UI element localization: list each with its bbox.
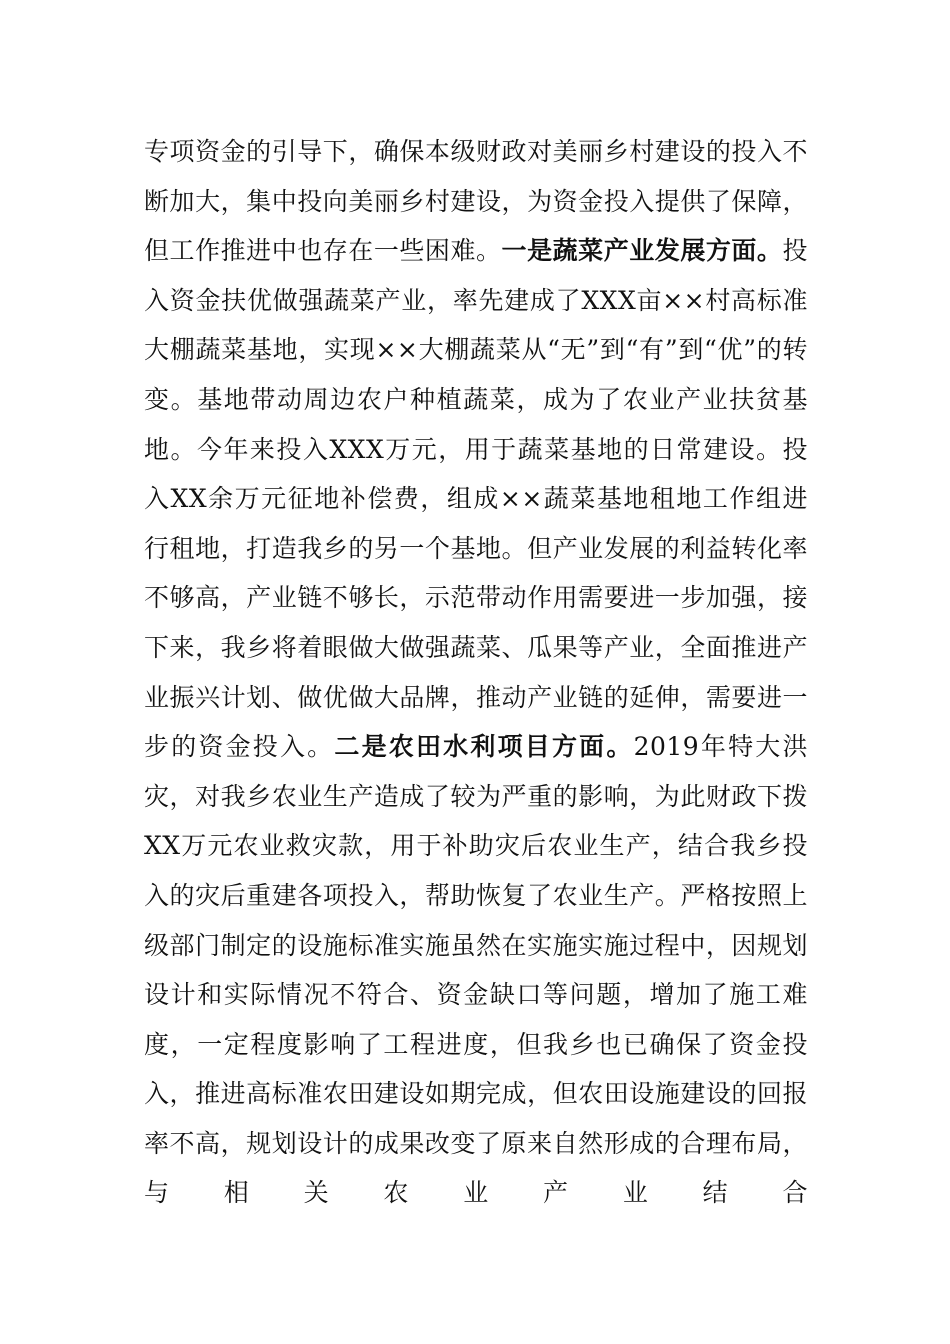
text-run: 专项资金的引导下，确保本级财政对美丽乡村建设的投入不断加大，集中投向美丽乡村建设，为资金投入提供了保障，但工作推进中也存在一些困难。 <box>144 137 808 266</box>
section-heading-vegetable-industry: 一是蔬菜产业发展方面。 <box>501 236 783 266</box>
text-run: 投入资金扶优做强蔬菜产业，率先建成了XXX亩××村高标准大棚蔬菜基地，实现××大棚蔬菜从“无”到“有”到“优”的转变。基地带动周边农户种植蔬菜，成为了农业产业扶贫基地。今年来投入XXX万元，用于蔬菜基地的日常建设。投入XX余万元征地补偿费，组成××蔬菜基地租地工作组进行租地，打造我乡的另一个基地。但产业发展的利益转化率不够高，产业链不够长，示范带动作用需要进一步加强，接下来，我乡将着眼做大做强蔬菜、瓜果等产业，全面推进产业振兴计划、做优做大品牌，推动产业链的延伸，需要进一步的资金投入。 <box>144 236 808 762</box>
text-run: 2019年特大洪灾，对我乡农业生产造成了较为严重的影响，为此财政下拨XX万元农业救灾款，用于补助灾后农业生产，结合我乡投入的灾后重建各项投入，帮助恢复了农业生产。严格按照上级部门制定的设施标准实施虽然在实施实施过程中，因规划设计和实际情况不符合、资金缺口等问题，增加了施工难度，一定程度影响了工程进度，但我乡也已确保了资金投入，推进高标准农田建设如期完成，但农田设施建设的回报率不高，规划设计的成果改变了原来自然形成的合理布局，与相关农业产业结合 <box>144 732 808 1208</box>
body-paragraph <box>144 127 808 1218</box>
section-heading-farmland-water: 二是农田水利项目方面。 <box>334 732 634 762</box>
